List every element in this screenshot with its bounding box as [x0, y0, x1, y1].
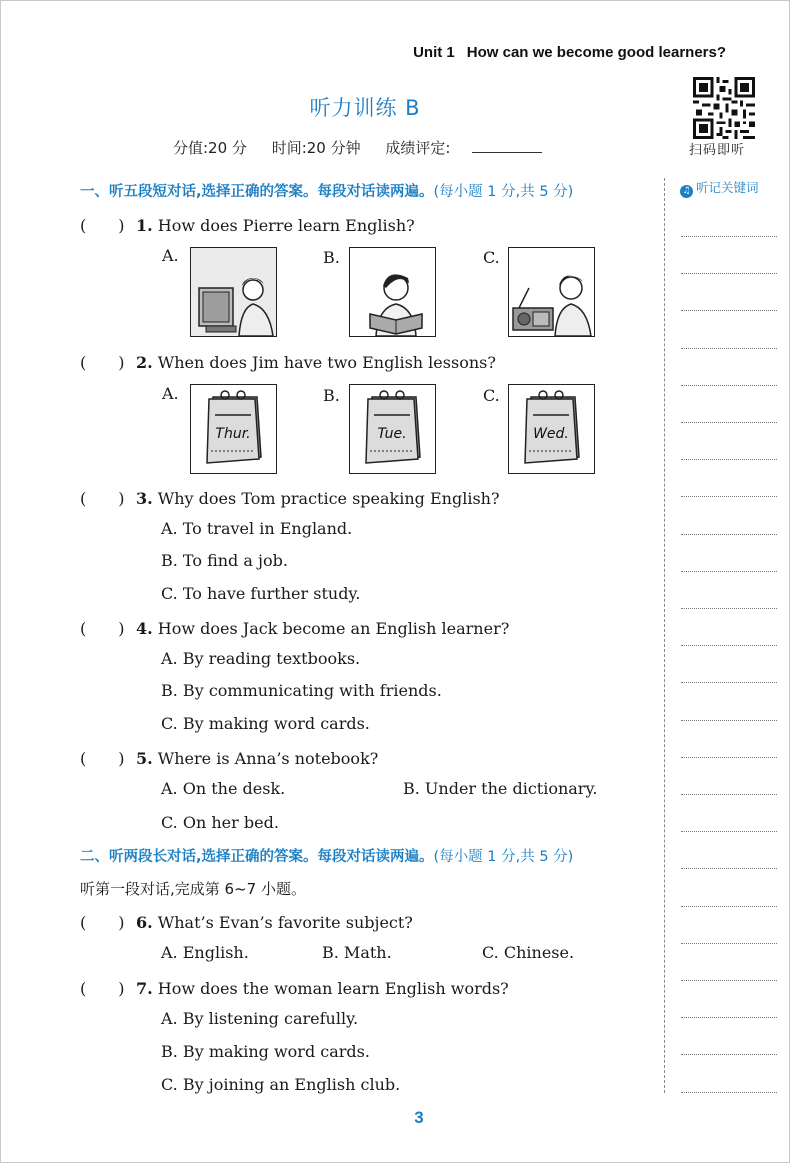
answer-blank[interactable]: ( ) [80, 216, 125, 235]
option-c[interactable]: C. Chinese. [482, 943, 575, 962]
option-a-label: A. [162, 246, 179, 265]
question-2 [80, 350, 496, 373]
qr-code-icon[interactable] [693, 77, 755, 139]
note-line[interactable] [681, 1017, 777, 1018]
question-text: How does Pierre learn English? [157, 216, 415, 235]
note-line[interactable] [681, 310, 777, 311]
note-line[interactable] [681, 645, 777, 646]
qr-label: 扫码即听 [689, 143, 746, 158]
note-line[interactable] [681, 868, 777, 869]
question-3 [80, 486, 500, 509]
note-line[interactable] [681, 682, 777, 683]
note-line[interactable] [681, 757, 777, 758]
note-line[interactable] [681, 385, 777, 386]
option-a[interactable]: A. By listening carefully. [161, 1009, 359, 1028]
note-line[interactable] [681, 794, 777, 795]
option-a-label: A. [162, 384, 179, 403]
answer-blank[interactable]: ( ) [80, 979, 125, 998]
question-text: How does the woman learn English words? [157, 979, 509, 998]
option-a[interactable]: A. By reading textbooks. [161, 649, 361, 668]
score-value: 分值:20 分 [173, 139, 247, 157]
note-line[interactable] [681, 534, 777, 535]
answer-blank[interactable]: ( ) [80, 489, 125, 508]
question-number: 1. [136, 216, 153, 235]
calendar-picture[interactable] [190, 384, 277, 474]
note-line[interactable] [681, 831, 777, 832]
question-number: 5. [136, 749, 153, 768]
option-b[interactable]: B. By communicating with friends. [161, 681, 442, 700]
option-b[interactable]: B. To find a job. [161, 551, 288, 570]
section-2-title: 二、听两段长对话,选择正确的答案。每段对话读两遍。 [80, 849, 434, 865]
note-line[interactable] [681, 571, 777, 572]
option-c[interactable]: C. To have further study. [161, 584, 361, 603]
note-line[interactable] [681, 496, 777, 497]
unit-header [413, 44, 726, 61]
question-text: Where is Anna’s notebook? [157, 749, 379, 768]
question-number: 2. [136, 353, 153, 372]
question-number: 3. [136, 489, 153, 508]
section-2-note: (每小题 1 分,共 5 分) [433, 849, 574, 865]
calendar-day-label: Tue. [377, 426, 407, 442]
question-1 [80, 213, 415, 236]
section-1-heading [80, 180, 573, 201]
grade-label: 成绩评定: [385, 139, 451, 157]
question-4 [80, 616, 509, 639]
question-text: How does Jack become an English learner? [157, 619, 510, 638]
note-line[interactable] [681, 348, 777, 349]
unit-label: Unit 1 [413, 44, 455, 61]
option-b[interactable]: B. Under the dictionary. [403, 779, 598, 798]
headphones-icon: ♫ [680, 185, 693, 198]
calendar-picture[interactable] [349, 384, 436, 474]
page-title: 听力训练 B [309, 96, 421, 120]
option-b[interactable]: B. Math. [322, 943, 392, 962]
answer-blank[interactable]: ( ) [80, 619, 125, 638]
note-line[interactable] [681, 1092, 777, 1093]
option-c[interactable]: C. By making word cards. [161, 714, 370, 733]
option-c[interactable]: C. On her bed. [161, 813, 279, 832]
question-text: When does Jim have two English lessons? [157, 353, 496, 372]
note-line[interactable] [681, 1054, 777, 1055]
unit-title: How can we become good learners? [466, 44, 726, 61]
question-text: What’s Evan’s favorite subject? [157, 913, 413, 932]
note-line[interactable] [681, 459, 777, 460]
radio-picture[interactable] [508, 247, 595, 337]
section-2-subheading: 听第一段对话,完成第 6~7 小题。 [80, 880, 306, 898]
option-c-label: C. [483, 386, 500, 405]
option-b-label: B. [323, 386, 340, 405]
side-divider [664, 178, 665, 1093]
score-info [173, 137, 542, 158]
question-6 [80, 910, 413, 933]
section-1-note: (每小题 1 分,共 5 分) [433, 184, 574, 200]
question-number: 7. [136, 979, 153, 998]
calendar-day-label: Wed. [533, 426, 569, 442]
computer-picture[interactable] [190, 247, 277, 337]
keyword-notes-heading [680, 178, 759, 198]
answer-blank[interactable]: ( ) [80, 913, 125, 932]
grade-blank[interactable] [472, 140, 542, 153]
note-line[interactable] [681, 273, 777, 274]
note-line[interactable] [681, 720, 777, 721]
note-line[interactable] [681, 906, 777, 907]
note-line[interactable] [681, 943, 777, 944]
note-line[interactable] [681, 608, 777, 609]
note-line[interactable] [681, 422, 777, 423]
page-number: 3 [414, 1108, 424, 1127]
note-line[interactable] [681, 980, 777, 981]
option-a[interactable]: A. On the desk. [161, 779, 286, 798]
question-number: 6. [136, 913, 153, 932]
option-a[interactable]: A. English. [161, 943, 249, 962]
answer-blank[interactable]: ( ) [80, 749, 125, 768]
section-2-heading [80, 845, 573, 866]
option-c[interactable]: C. By joining an English club. [161, 1075, 401, 1094]
reading-book-picture[interactable] [349, 247, 436, 337]
question-number: 4. [136, 619, 153, 638]
note-line[interactable] [681, 236, 777, 237]
calendar-picture[interactable] [508, 384, 595, 474]
option-b[interactable]: B. By making word cards. [161, 1042, 370, 1061]
question-7 [80, 976, 509, 999]
answer-blank[interactable]: ( ) [80, 353, 125, 372]
keyword-notes-label: 听记关键词 [696, 180, 759, 195]
option-c-label: C. [483, 248, 500, 267]
section-1-title: 一、听五段短对话,选择正确的答案。每段对话读两遍。 [80, 184, 434, 200]
option-a[interactable]: A. To travel in England. [161, 519, 353, 538]
option-b-label: B. [323, 248, 340, 267]
question-text: Why does Tom practice speaking English? [157, 489, 500, 508]
time-value: 时间:20 分钟 [271, 139, 361, 157]
calendar-day-label: Thur. [215, 426, 251, 442]
question-5 [80, 746, 378, 769]
